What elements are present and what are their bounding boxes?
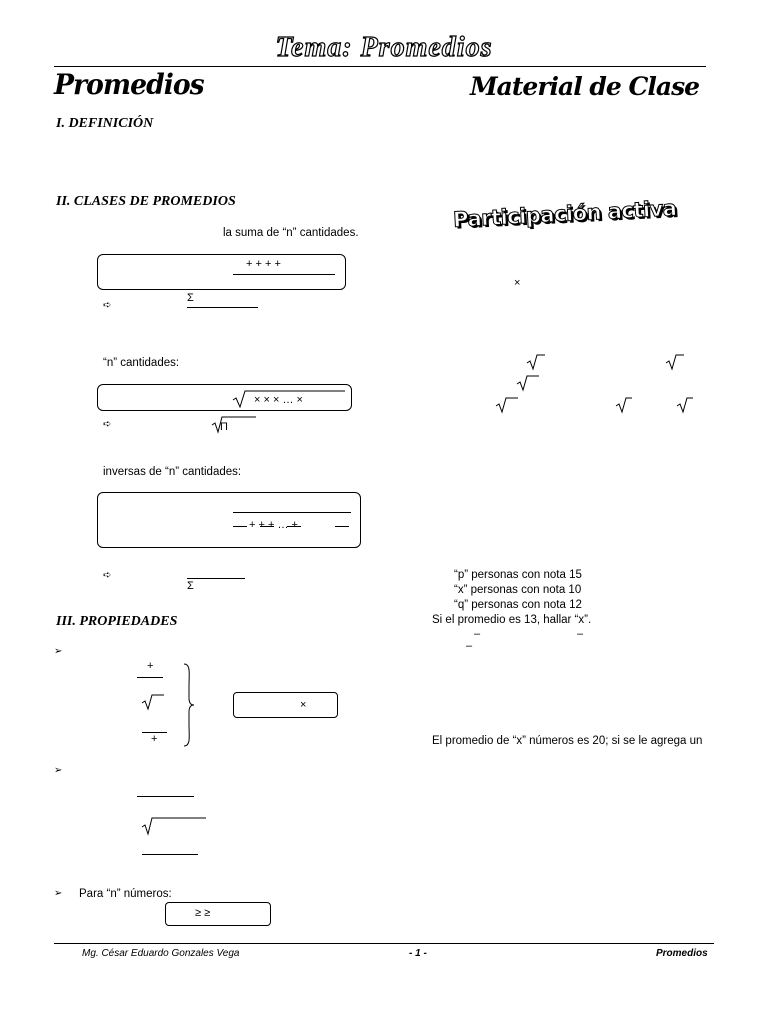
property-bullet-icon: ➢: [54, 888, 63, 899]
problem-x-line: “x” personas con nota 10: [454, 584, 582, 596]
harm-sigma-bar: [187, 578, 245, 579]
right-title: Material de Clase: [470, 72, 700, 101]
footer-page-number: - 1 -: [409, 948, 427, 959]
arith-description: la suma de “n” cantidades.: [223, 227, 359, 239]
harm-operators: + + + … +: [249, 519, 298, 531]
geo-pi: Π: [220, 421, 228, 433]
problem-p-line: “p” personas con nota 15: [454, 569, 582, 581]
harm-description: inversas de “n” cantidades:: [103, 466, 242, 478]
left-title: Promedios: [54, 68, 204, 101]
prop-plus: +: [151, 733, 158, 745]
dash-mark: –: [474, 628, 481, 640]
right-radical-icon: [677, 396, 695, 414]
geo-description: “n” cantidades:: [103, 357, 180, 369]
harm-sigma: Σ: [187, 580, 194, 592]
page-topic-title: Tema: Promedios: [275, 32, 493, 63]
geo-arrow-icon: ➪: [103, 419, 112, 430]
property-bullet-icon: ➢: [54, 765, 63, 776]
arith-formula-box: [97, 254, 346, 290]
prop-result-box: [233, 692, 338, 718]
right-brace-icon: [182, 662, 196, 748]
harm-bar: [233, 526, 247, 527]
prop-radical-icon: [142, 693, 166, 711]
prop-bar: [142, 854, 198, 855]
harm-bar: [335, 526, 349, 527]
prop-plus: +: [147, 660, 154, 672]
arith-sigma-bar: [187, 307, 258, 308]
problem-q-line: “q” personas con nota 12: [454, 599, 582, 611]
right-radical-icon: [496, 396, 520, 414]
inequality-signs: ≥ ≥: [195, 907, 211, 919]
section-propiedades: III. PROPIEDADES: [56, 614, 178, 629]
right-radical-icon: [517, 374, 541, 392]
harm-formula-box: [97, 492, 361, 548]
harm-main-bar: [233, 512, 351, 513]
prop-times: ×: [300, 699, 307, 711]
n-numbers-label: Para “n” números:: [79, 888, 172, 900]
geo-pi-radical-icon: [212, 415, 258, 435]
inequality-box: [165, 902, 271, 926]
dash-mark: –: [577, 628, 584, 640]
prop-bar: [137, 796, 194, 797]
prop-radical-icon: [142, 816, 208, 836]
arith-fraction-bar: [233, 274, 335, 275]
dash-mark: –: [466, 640, 473, 652]
right-radical-icon: [527, 353, 547, 371]
header-divider: [54, 66, 706, 67]
geo-operators: × × × … ×: [254, 394, 303, 406]
footer-divider: [54, 943, 714, 944]
problem-question: Si el promedio es 13, hallar “x”.: [432, 614, 592, 626]
prop-bar: [137, 677, 163, 678]
arith-operators: + + + +: [246, 258, 281, 270]
right-radical-icon: [666, 353, 686, 371]
property-bullet-icon: ➢: [54, 646, 63, 657]
section-clases: II. CLASES DE PROMEDIOS: [56, 194, 236, 209]
footer-author: Mg. César Eduardo Gonzales Vega: [82, 948, 240, 959]
right-times: ×: [514, 277, 521, 289]
problem-average-text: El promedio de “x” números es 20; si se le agrega un: [432, 735, 703, 747]
section-definicion: I. DEFINICIÓN: [56, 116, 154, 131]
right-radical-icon: [616, 396, 634, 414]
arith-arrow-icon: ➪: [103, 300, 112, 311]
harm-arrow-icon: ➪: [103, 570, 112, 581]
participacion-banner: Participación activa: [452, 196, 677, 232]
arith-sigma: Σ: [187, 292, 194, 304]
footer-topic: Promedios: [656, 948, 708, 959]
